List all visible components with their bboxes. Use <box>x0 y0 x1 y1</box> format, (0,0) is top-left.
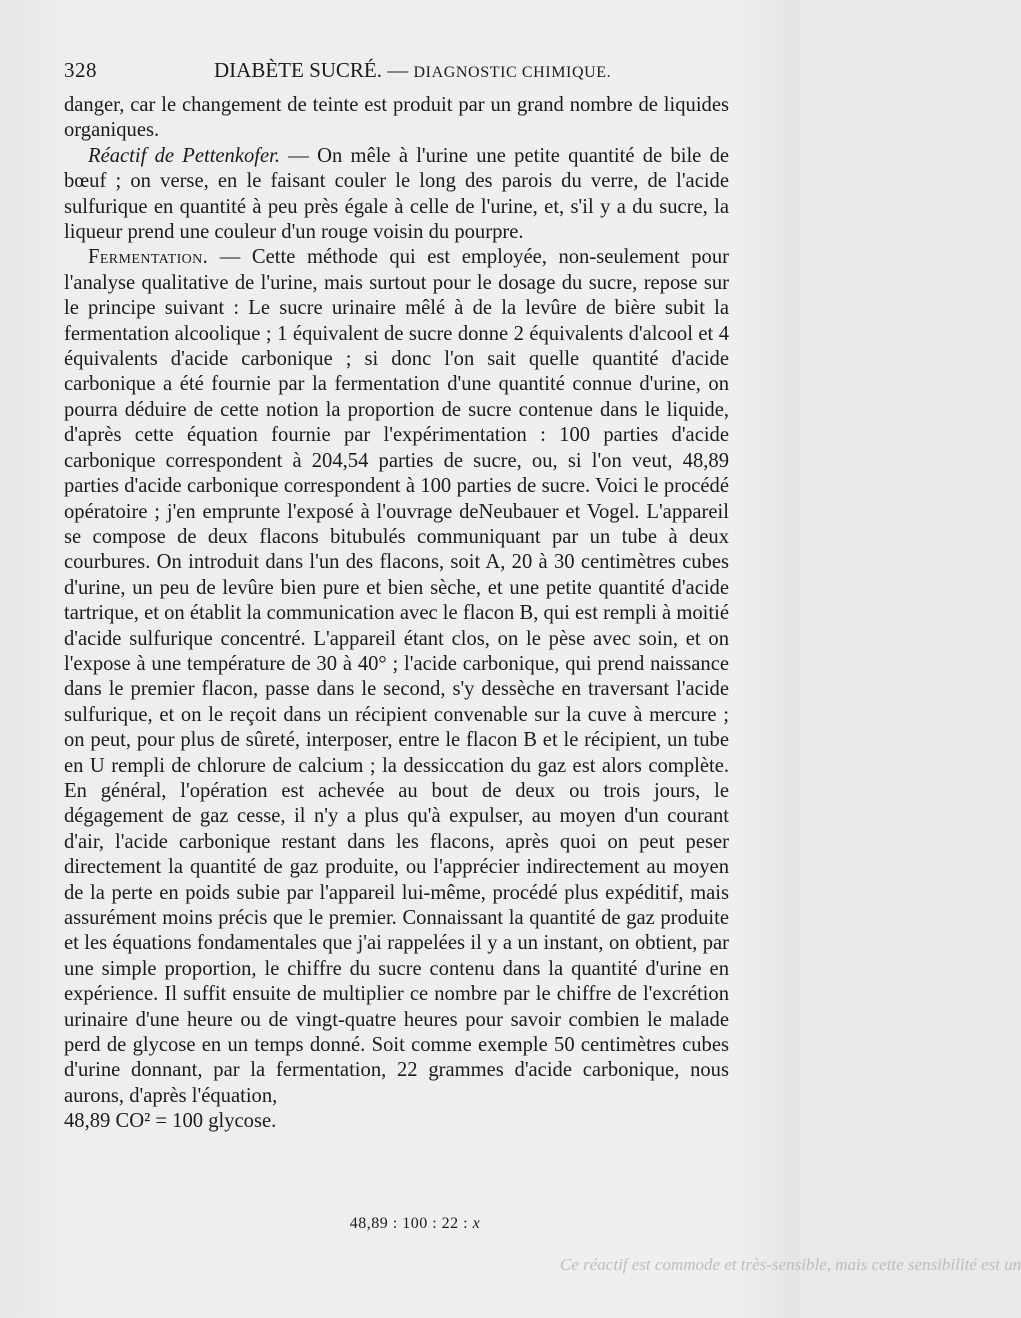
title-separator: — <box>387 58 409 82</box>
page-number: 328 <box>64 58 97 82</box>
paragraph-body: — On mêle à l'urine une petite quantité de bile de bœuf ; on verse, en le faisant couler le long des parois du verre, de l'acide sulfurique en quantité à peu près égale à celle de l'urine, et, s'il y a du sucre, la liqueur prend une couleur d'un rouge voisin du pourpre. <box>64 144 730 244</box>
running-header <box>64 58 724 86</box>
paragraph-lead: Réactif de Pettenkofer. <box>88 144 281 167</box>
paragraph-fermentation <box>64 245 729 1109</box>
chapter-title: DIABÈTE SUCRÉ. <box>214 58 382 82</box>
paragraph-lead: Fermentation. <box>88 246 209 269</box>
equation-line: 48,89 CO² = 100 glycose. <box>64 1110 277 1133</box>
paragraph-continuation: danger, car le changement de teinte est produit par un grand nombre de liquides organiques. <box>64 94 729 142</box>
formula-variable: x <box>472 1215 481 1232</box>
bleed-through-text: Ce réactif est commode et très-sensible, mais cette sensibilité est un <box>560 1255 1021 1274</box>
formula-terms: 48,89 : 100 : 22 : <box>349 1215 473 1232</box>
running-title <box>214 58 611 83</box>
paragraph-body: — Cette méthode qui est employée, non-seulement pour l'analyse qualitative de l'urine, mais surtout pour le dosage du sucre, repose sur le principe suivant : Le sucre urinaire mêlé à de la levûre de bière subit la fermentation alcoolique ; 1 équivalent de sucre donne 2 équivalents d'alcool et 4 équivalents d'acide carbonique ; si donc l'on sait quelle quantité d'acide carbonique a été fournie par la fermentation d'une quantité connue d'urine, on pourra déduire de cette notion la proportion de sucre contenue dans le liquide, d'après cette équation fournie par l'expérimentation : 100 parties d'acide carbonique correspondent à 204,54 parties de sucre, ou, si l'on veut, 48,89 parties d'acide carbonique correspondent à 100 parties de sucre. Voici le procédé opératoire ; j'en emprunte l'exposé à l'ouvrage deNeubauer et Vogel. L'appareil se compose de deux flacons bitubulés communiquant par un tube à deux courbures. On introduit dans l'un des flacons, soit A, 20 à 30 centimètres cubes d'urine, un peu de levûre bien pure et bien sèche, et une petite quantité d'acide tartrique, et on établit la communication avec le flacon B, qui est rempli à moitié d'acide sulfurique concentré. L'appareil étant clos, on le pèse avec soin, et on l'expose à une température de 30 à 40° ; l'acide carbonique, qui prend naissance dans le premier flacon, passe dans le second, s'y dessèche en traversant l'acide sulfurique, et on le reçoit dans un récipient convenable sur la cuve à mercure ; on peut, pour plus de sûreté, interposer, entre le flacon B et le récipient, un tube en U rempli de chlorure de calcium ; la dessiccation du gaz est alors complète. En général, l'opération est achevée au bout de deux ou trois jours, le dégagement de gaz cesse, il n'y a plus qu'à expulser, au moyen d'un courant d'air, l'acide carbonique restant dans les flacons, après quoi on peut peser directement la quantité de gaz produite, ou l'apprécier indirectement au moyen de la perte en poids subie par l'appareil lui-même, procédé plus expéditif, mais assurément moins précis que le premier. Connaissant la quantité de gaz produite et les équations fondamentales que j'ai rappelées il y a un instant, on obtient, par une simple proportion, le chiffre du sucre contenu dans la quantité d'urine en expérience. Il suffit ensuite de multiplier ce nombre par le chiffre de l'excrétion urinaire d'une heure ou de vingt-quatre heures pour savoir combien le malade perd de glycose en un temps donné. Soit comme exemple 50 centimètres cubes d'urine donnant, par la fermentation, 22 grammes d'acide carbonique, nous aurons, d'après l'équation, <box>64 246 729 1107</box>
section-title: DIAGNOSTIC CHIMIQUE. <box>413 64 612 81</box>
body-text <box>64 93 729 1135</box>
proportion-formula <box>0 1215 800 1233</box>
paragraph-pettenkofer <box>64 144 729 246</box>
